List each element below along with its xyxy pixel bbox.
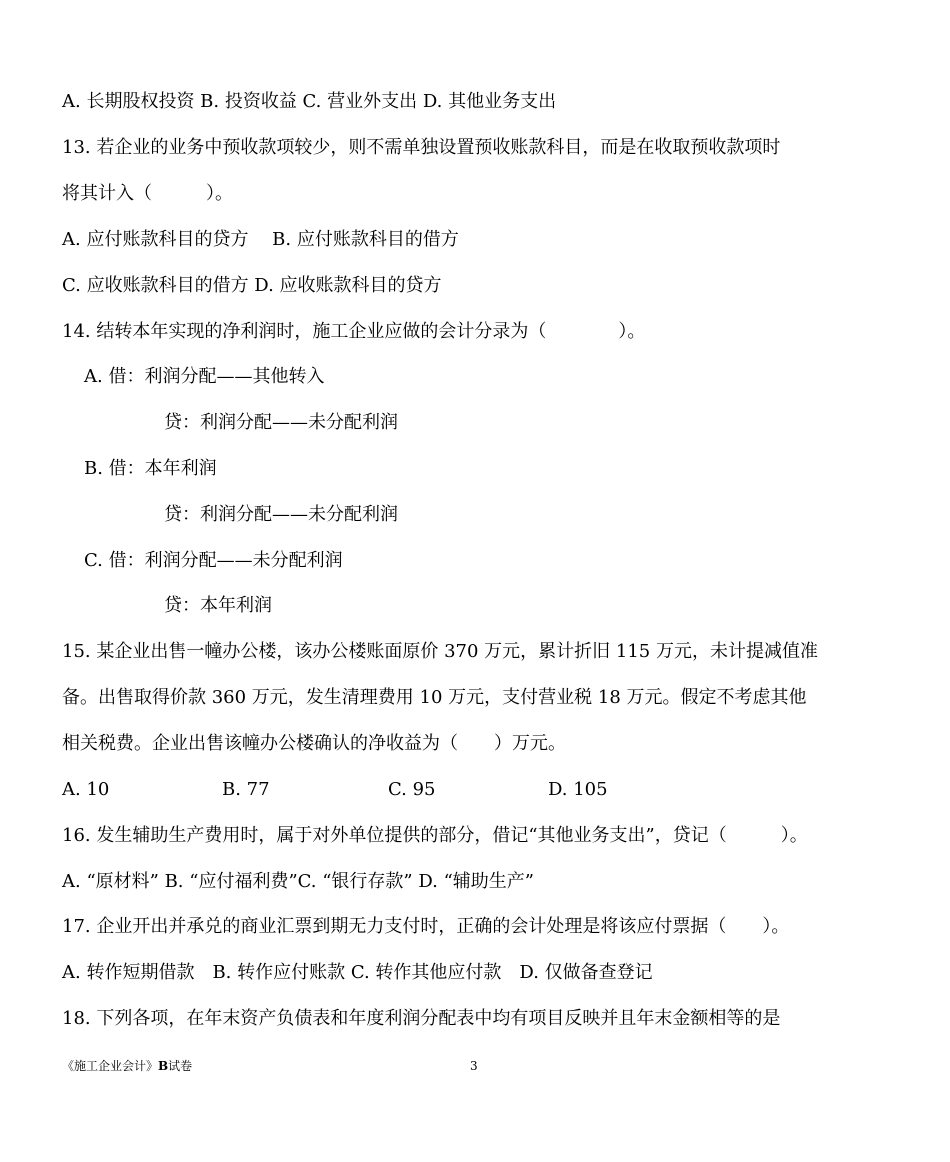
footer-title-suffix: 试卷 [168, 1059, 193, 1073]
q14-option-c-debit: C. 借：利润分配——未分配利润 [84, 550, 343, 571]
q14-option-a-credit: 贷：利润分配——未分配利润 [164, 412, 398, 433]
q13-options-ab: A. 应付账款科目的贷方 B. 应付账款科目的借方 [62, 229, 459, 250]
footer-title-prefix: 《施工企业会计》 [62, 1059, 159, 1073]
q16-options: A. “原材料” B. “应付福利费”C. “银行存款” D. “辅助生产” [62, 871, 534, 892]
q12-options: A. 长期股权投资 B. 投资收益 C. 营业外支出 D. 其他业务支出 [62, 91, 557, 112]
q15-option-a: A. 10 [62, 779, 110, 800]
page-number: 3 [470, 1059, 478, 1073]
q15-option-b: B. 77 [222, 779, 270, 800]
q14-stem: 14. 结转本年实现的净利润时，施工企业应做的会计分录为（ ）。 [62, 321, 646, 342]
q15-stem-line3: 相关税费。企业出售该幢办公楼确认的净收益为（ ）万元。 [62, 733, 566, 754]
q14-option-b-credit: 贷：利润分配——未分配利润 [164, 504, 398, 525]
footer-document-title [62, 1058, 192, 1074]
q15-stem-line1: 15. 某企业出售一幢办公楼，该办公楼账面原价 370 万元，累计折旧 115 万元，未计提减值准 [62, 641, 818, 662]
q14-option-b-debit: B. 借：本年利润 [84, 458, 217, 479]
q14-option-a-debit: A. 借：利润分配——其他转入 [84, 366, 325, 387]
q15-stem-line2: 备。出售取得价款 360 万元，发生清理费用 10 万元，支付营业税 18 万元。假定不考虑其他 [62, 687, 807, 708]
q15-option-c: C. 95 [388, 779, 436, 800]
q13-stem-line1: 13. 若企业的业务中预收款项较少，则不需单独设置预收账款科目，而是在收取预收款项时 [62, 137, 781, 158]
q17-stem: 17. 企业开出并承兑的商业汇票到期无力支付时，正确的会计处理是将该应付票据（ ）。 [62, 916, 790, 937]
q13-options-cd: C. 应收账款科目的借方 D. 应收账款科目的贷方 [62, 275, 442, 296]
q16-stem: 16. 发生辅助生产费用时，属于对外单位提供的部分，借记“其他业务支出”，贷记（ ）。 [62, 825, 808, 846]
q15-option-d: D. 105 [548, 779, 608, 800]
q18-stem: 18. 下列各项，在年末资产负债表和年度利润分配表中均有项目反映并且年末金额相等的是 [62, 1008, 781, 1029]
q13-stem-line2: 将其计入（ ）。 [62, 183, 233, 204]
footer-title-bold: B [158, 1059, 169, 1073]
q14-option-c-credit: 贷：本年利润 [164, 595, 272, 616]
q17-options: A. 转作短期借款 B. 转作应付账款 C. 转作其他应付款 D. 仅做备查登记 [62, 962, 653, 983]
